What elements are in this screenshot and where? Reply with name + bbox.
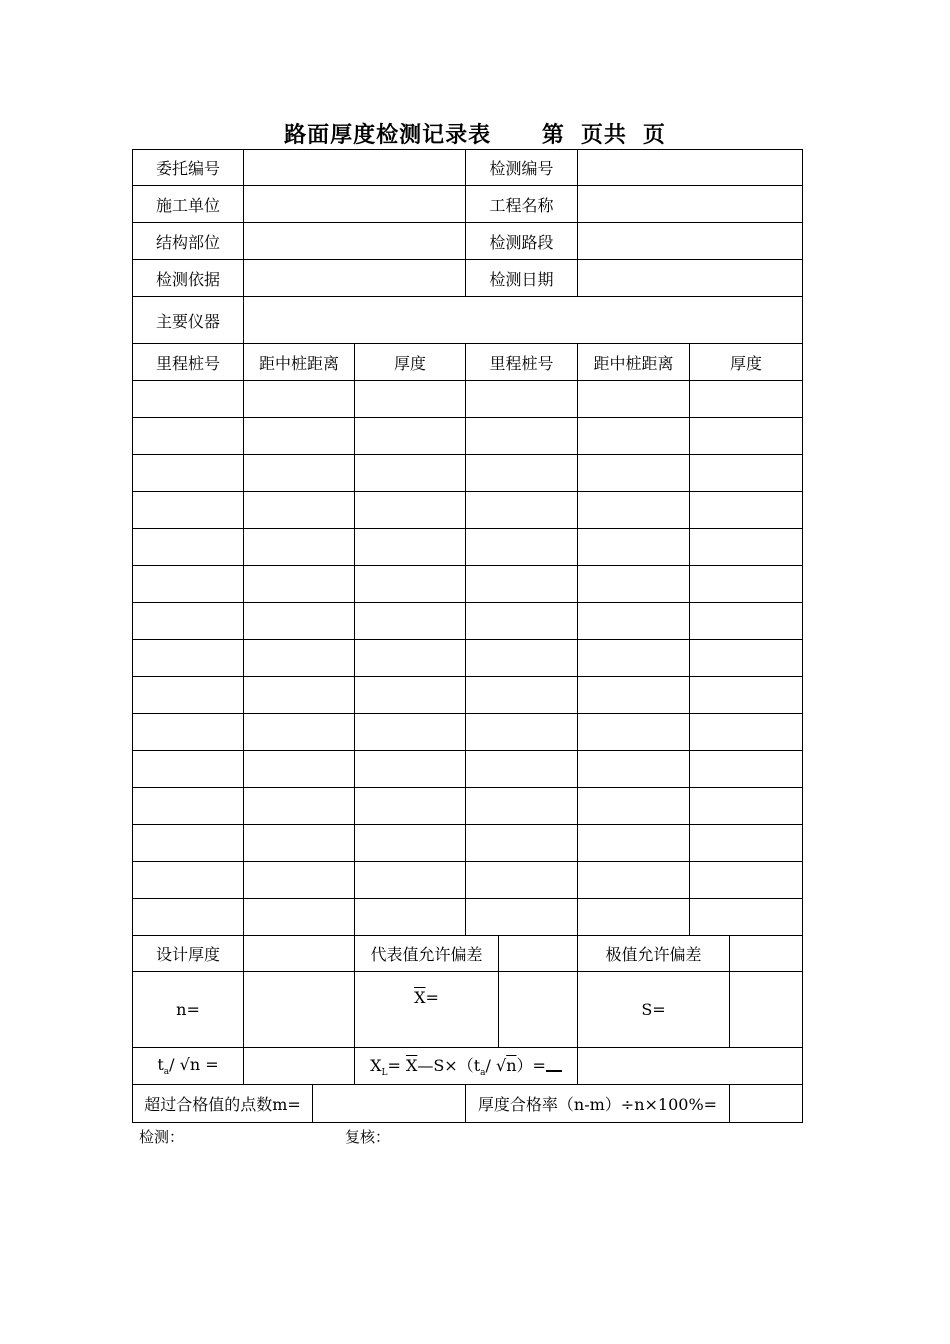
table-cell[interactable]	[133, 418, 244, 455]
table-cell[interactable]	[690, 418, 803, 455]
measurement-rows	[133, 381, 803, 936]
table-cell[interactable]	[466, 825, 578, 862]
table-cell[interactable]	[355, 566, 466, 603]
table-row	[133, 492, 803, 529]
field-constructor[interactable]	[244, 186, 466, 223]
field-ta-sqrt-n[interactable]	[244, 1048, 355, 1085]
table-cell[interactable]	[244, 788, 355, 825]
table-row	[133, 714, 803, 751]
table-row	[133, 529, 803, 566]
stats-row-2	[133, 972, 803, 1048]
table-cell[interactable]	[355, 640, 466, 677]
field-xl[interactable]	[578, 1048, 803, 1085]
label-n: n=	[133, 972, 244, 1048]
table-cell[interactable]	[578, 751, 690, 788]
table-cell[interactable]	[133, 751, 244, 788]
col-header-station-1: 里程桩号	[133, 344, 244, 381]
label-pass-rate: 厚度合格率（n-m）÷n×100%=	[466, 1085, 730, 1123]
table-cell[interactable]	[690, 788, 803, 825]
label-constructor: 施工单位	[133, 186, 244, 223]
table-cell[interactable]	[244, 418, 355, 455]
field-pass-rate[interactable]	[730, 1085, 803, 1123]
table-cell[interactable]	[578, 788, 690, 825]
table-cell[interactable]	[244, 677, 355, 714]
field-test-no[interactable]	[578, 150, 803, 186]
table-cell[interactable]	[133, 788, 244, 825]
col-header-distance-2: 距中桩距离	[578, 344, 690, 381]
table-cell[interactable]	[578, 899, 690, 936]
form-title: 路面厚度检测记录表	[284, 123, 492, 148]
table-row	[133, 899, 803, 936]
table-cell[interactable]	[578, 640, 690, 677]
table-cell[interactable]	[133, 381, 244, 418]
field-test-basis[interactable]	[244, 260, 466, 297]
field-s[interactable]	[730, 972, 803, 1048]
table-cell[interactable]	[466, 677, 578, 714]
thickness-record-table	[132, 149, 803, 1123]
table-cell[interactable]	[133, 825, 244, 862]
label-extreme-tolerance: 极值允许偏差	[578, 936, 730, 972]
table-cell[interactable]	[355, 862, 466, 899]
label-test-no: 检测编号	[466, 150, 578, 186]
table-cell[interactable]	[690, 492, 803, 529]
table-cell[interactable]	[466, 492, 578, 529]
table-row	[133, 788, 803, 825]
field-entrust-no[interactable]	[244, 150, 466, 186]
table-cell[interactable]	[466, 751, 578, 788]
table-cell[interactable]	[690, 566, 803, 603]
table-row	[133, 418, 803, 455]
label-main-instrument: 主要仪器	[133, 297, 244, 344]
label-design-thickness: 设计厚度	[133, 936, 244, 972]
table-cell[interactable]	[244, 751, 355, 788]
col-header-station-2: 里程桩号	[466, 344, 578, 381]
page-title	[0, 118, 950, 152]
table-cell[interactable]	[690, 677, 803, 714]
table-row	[133, 677, 803, 714]
table-cell[interactable]	[244, 603, 355, 640]
field-structure-part[interactable]	[244, 223, 466, 260]
table-cell[interactable]	[690, 751, 803, 788]
table-cell[interactable]	[355, 492, 466, 529]
table-row	[133, 381, 803, 418]
info-row-3	[133, 223, 803, 260]
table-cell[interactable]	[466, 788, 578, 825]
table-cell[interactable]	[466, 418, 578, 455]
reviewer-label: 复核：	[345, 1128, 391, 1146]
table-cell[interactable]	[355, 381, 466, 418]
table-cell[interactable]	[133, 603, 244, 640]
table-cell[interactable]	[244, 899, 355, 936]
field-extreme-tolerance[interactable]	[730, 936, 803, 972]
table-cell[interactable]	[578, 418, 690, 455]
info-row-4	[133, 260, 803, 297]
label-xl-formula: $X_L=$ $\overline{X}—S\times(t_a/$ √n）=	[355, 1048, 578, 1085]
field-design-thickness[interactable]	[244, 936, 355, 972]
field-test-date[interactable]	[578, 260, 803, 297]
table-cell[interactable]	[466, 566, 578, 603]
table-cell[interactable]	[244, 862, 355, 899]
table-cell[interactable]	[355, 529, 466, 566]
table-cell[interactable]	[244, 714, 355, 751]
label-rep-tolerance: 代表值允许偏差	[355, 936, 499, 972]
table-cell[interactable]	[578, 455, 690, 492]
table-cell[interactable]	[690, 899, 803, 936]
table-row	[133, 825, 803, 862]
table-cell[interactable]	[133, 862, 244, 899]
table-row	[133, 455, 803, 492]
table-cell[interactable]	[355, 603, 466, 640]
table-cell[interactable]	[133, 714, 244, 751]
table-cell[interactable]	[244, 825, 355, 862]
table-row	[133, 862, 803, 899]
table-cell[interactable]	[466, 455, 578, 492]
table-cell[interactable]	[578, 603, 690, 640]
field-main-instrument[interactable]	[244, 297, 803, 344]
table-cell[interactable]	[690, 529, 803, 566]
table-cell[interactable]	[355, 677, 466, 714]
table-cell[interactable]	[690, 381, 803, 418]
info-row-1	[133, 150, 803, 186]
table-cell[interactable]	[355, 751, 466, 788]
table-cell[interactable]	[244, 566, 355, 603]
table-cell[interactable]	[133, 677, 244, 714]
col-header-thickness-2: 厚度	[690, 344, 803, 381]
label-test-section: 检测路段	[466, 223, 578, 260]
field-test-section[interactable]	[578, 223, 803, 260]
label-test-basis: 检测依据	[133, 260, 244, 297]
label-project-name: 工程名称	[466, 186, 578, 223]
table-cell[interactable]	[244, 455, 355, 492]
table-cell[interactable]	[355, 899, 466, 936]
field-rep-tolerance[interactable]	[499, 936, 578, 972]
table-cell[interactable]	[244, 640, 355, 677]
table-cell[interactable]	[133, 640, 244, 677]
label-exceed-points: 超过合格值的点数m=	[133, 1085, 313, 1123]
table-cell[interactable]	[133, 529, 244, 566]
table-cell[interactable]	[578, 862, 690, 899]
table-cell[interactable]	[244, 492, 355, 529]
table-cell[interactable]	[133, 566, 244, 603]
table-row	[133, 751, 803, 788]
table-row	[133, 603, 803, 640]
page-number-label: 第 页共 页	[541, 123, 666, 148]
table-cell[interactable]	[355, 825, 466, 862]
table-cell[interactable]	[578, 492, 690, 529]
info-row-2	[133, 186, 803, 223]
column-header-row	[133, 344, 803, 381]
col-header-distance-1: 距中桩距离	[244, 344, 355, 381]
table-cell[interactable]	[578, 381, 690, 418]
field-project-name[interactable]	[578, 186, 803, 223]
table-cell[interactable]	[466, 640, 578, 677]
label-entrust-no: 委托编号	[133, 150, 244, 186]
table-cell[interactable]	[578, 566, 690, 603]
table-cell[interactable]	[578, 714, 690, 751]
table-cell[interactable]	[355, 788, 466, 825]
table-cell[interactable]	[355, 455, 466, 492]
table-cell[interactable]	[690, 640, 803, 677]
table-cell[interactable]	[466, 862, 578, 899]
table-row	[133, 566, 803, 603]
table-cell[interactable]	[133, 492, 244, 529]
field-exceed-points[interactable]	[313, 1085, 466, 1123]
label-structure-part: 结构部位	[133, 223, 244, 260]
stats-row-4	[133, 1085, 803, 1123]
label-test-date: 检测日期	[466, 260, 578, 297]
field-xbar[interactable]	[499, 972, 578, 1048]
table-cell[interactable]	[244, 529, 355, 566]
stats-row-1	[133, 936, 803, 972]
stats-row-3	[133, 1048, 803, 1085]
label-s: S=	[578, 972, 730, 1048]
label-ta-sqrt-n: $t_a/$ √n =	[133, 1048, 244, 1085]
table-cell[interactable]	[578, 825, 690, 862]
table-cell[interactable]	[466, 714, 578, 751]
table-row	[133, 640, 803, 677]
table-cell[interactable]	[690, 603, 803, 640]
table-cell[interactable]	[133, 899, 244, 936]
table-cell[interactable]	[578, 529, 690, 566]
col-header-thickness-1: 厚度	[355, 344, 466, 381]
table-cell[interactable]	[690, 455, 803, 492]
info-row-5	[133, 297, 803, 344]
table-cell[interactable]	[690, 825, 803, 862]
table-cell[interactable]	[355, 418, 466, 455]
table-cell[interactable]	[466, 381, 578, 418]
table-cell[interactable]	[578, 677, 690, 714]
table-cell[interactable]	[244, 381, 355, 418]
label-xbar: $\overline{X}=$	[355, 972, 499, 1048]
field-n[interactable]	[244, 972, 355, 1048]
table-cell[interactable]	[355, 714, 466, 751]
table-cell[interactable]	[690, 862, 803, 899]
table-cell[interactable]	[466, 899, 578, 936]
table-cell[interactable]	[133, 455, 244, 492]
table-cell[interactable]	[690, 714, 803, 751]
tester-label: 检测：	[139, 1128, 185, 1146]
table-cell[interactable]	[466, 529, 578, 566]
table-cell[interactable]	[466, 603, 578, 640]
